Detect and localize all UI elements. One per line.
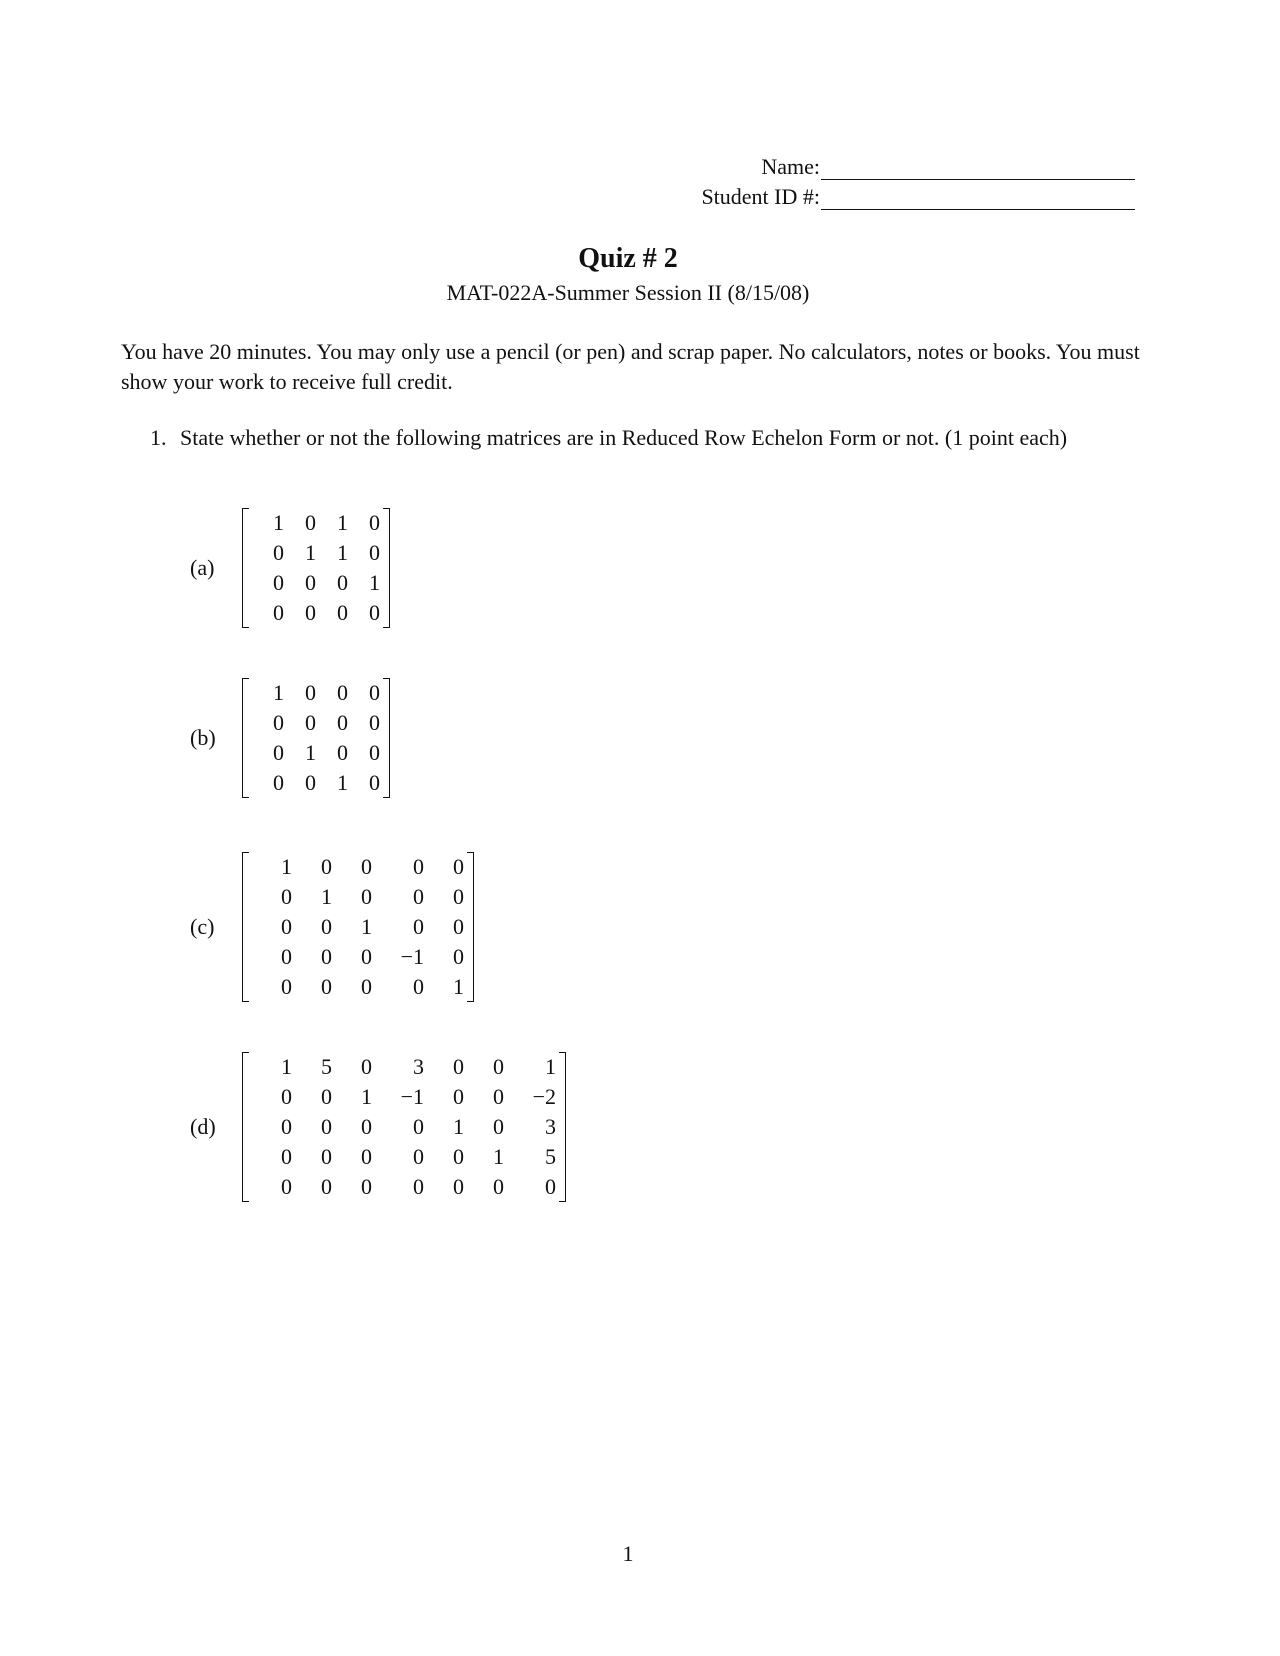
matrix-cell: 0 (281, 884, 292, 909)
part-b (190, 678, 390, 798)
matrix-cell: 0 (281, 1084, 292, 1109)
matrix-cell: 0 (453, 884, 464, 909)
matrix-cell: 0 (321, 1084, 332, 1109)
name-label: Name: (761, 154, 820, 179)
matrix-cell: 0 (413, 884, 424, 909)
matrix-row (252, 1082, 556, 1112)
matrix-cell: 0 (413, 1144, 424, 1169)
matrix-cell: 1 (337, 540, 348, 565)
matrix-cell: 0 (281, 974, 292, 999)
matrix-cell: −1 (400, 944, 424, 969)
matrix-cell: 3 (545, 1114, 556, 1139)
part-label: (a) (190, 555, 215, 580)
matrix-cell: 0 (493, 1174, 504, 1199)
matrix-cell: 0 (453, 1084, 464, 1109)
matrix-cell: 0 (281, 1144, 292, 1169)
matrix-cell: 0 (369, 510, 380, 535)
matrix-cell: 0 (361, 1054, 372, 1079)
matrix-cell: 1 (337, 510, 348, 535)
matrix-d (242, 1052, 566, 1202)
matrix-row (252, 598, 380, 628)
matrix-row (252, 852, 464, 882)
matrix-cell: 0 (281, 1114, 292, 1139)
matrix-cell: 0 (321, 1114, 332, 1139)
matrix-cell: 0 (337, 600, 348, 625)
matrix-cell: 5 (545, 1144, 556, 1169)
matrix-row (252, 912, 464, 942)
matrix-row (252, 1172, 556, 1202)
matrix-cell: 0 (305, 770, 316, 795)
matrix-row (252, 1112, 556, 1142)
part-d (190, 1052, 566, 1202)
matrix-cell: 0 (337, 740, 348, 765)
name-blank-line (821, 159, 1135, 180)
matrix-row (252, 768, 380, 798)
matrix-cell: 0 (321, 944, 332, 969)
matrix-cell: 0 (305, 600, 316, 625)
quiz-title: Quiz # 2 (578, 243, 678, 274)
matrix-row (252, 942, 464, 972)
matrix-cell: 0 (493, 1084, 504, 1109)
matrix-cell: 0 (337, 570, 348, 595)
matrix-cell: 0 (305, 570, 316, 595)
matrix-cell: 0 (413, 1114, 424, 1139)
matrix-cell: −2 (532, 1084, 556, 1109)
matrix-row (252, 1052, 556, 1082)
matrix-cell: 0 (273, 770, 284, 795)
matrix-cell: 0 (369, 680, 380, 705)
matrix-cell: −1 (400, 1084, 424, 1109)
name-field-row (761, 154, 1135, 180)
matrix-cell: 0 (453, 1174, 464, 1199)
matrix-cell: 0 (305, 680, 316, 705)
matrix-cell: 0 (281, 944, 292, 969)
matrix-cell: 1 (361, 914, 372, 939)
course-subtitle: MAT-022A-Summer Session II (8/15/08) (446, 280, 810, 305)
matrix-cell: 1 (369, 570, 380, 595)
matrix-cell: 1 (281, 854, 292, 879)
matrix-cell: 0 (273, 740, 284, 765)
matrix-row (252, 538, 380, 568)
matrix-cell: 0 (453, 1144, 464, 1169)
part-a (190, 508, 390, 628)
matrix-cell: 0 (321, 914, 332, 939)
matrix-cell: 0 (369, 770, 380, 795)
matrix-cell: 1 (305, 740, 316, 765)
matrix-row (252, 508, 380, 538)
matrix-row (252, 738, 380, 768)
matrix-cell: 0 (361, 944, 372, 969)
matrix-cell: 0 (545, 1174, 556, 1199)
matrix-cell: 0 (273, 600, 284, 625)
matrix-cell: 0 (413, 914, 424, 939)
part-label: (d) (190, 1114, 216, 1139)
part-c (190, 852, 474, 1002)
matrix-a (242, 508, 390, 628)
matrix-row (252, 708, 380, 738)
matrix-cell: 0 (413, 974, 424, 999)
matrix-cell: 1 (305, 540, 316, 565)
part-label: (b) (190, 725, 216, 750)
matrix-cell: 0 (413, 854, 424, 879)
matrix-cell: 0 (305, 710, 316, 735)
matrix-cell: 1 (453, 1114, 464, 1139)
matrix-cell: 1 (281, 1054, 292, 1079)
matrix-cell: 1 (273, 680, 284, 705)
matrix-cell: 1 (361, 1084, 372, 1109)
matrix-cell: 0 (273, 540, 284, 565)
matrix-cell: 0 (321, 854, 332, 879)
matrix-row (252, 972, 464, 1002)
matrix-cell: 0 (273, 710, 284, 735)
matrix-cell: 0 (413, 1174, 424, 1199)
instructions: You have 20 minutes. You may only use a pencil (or pen) and scrap paper. No calculators, notes or books. You must show your work to receive full credit. (121, 339, 1140, 394)
matrix-cell: 0 (337, 680, 348, 705)
matrix-cell: 0 (369, 740, 380, 765)
matrix-cell: 0 (493, 1054, 504, 1079)
part-label: (c) (190, 914, 215, 939)
matrix-cell: 0 (453, 1054, 464, 1079)
matrix-row (252, 882, 464, 912)
matrix-row (252, 1142, 556, 1172)
matrix-cell: 1 (453, 974, 464, 999)
matrix-cell: 0 (493, 1114, 504, 1139)
matrix-row (252, 568, 380, 598)
matrix-c (242, 852, 474, 1002)
matrix-cell: 0 (361, 1174, 372, 1199)
matrix-cell: 1 (337, 770, 348, 795)
student-id-blank-line (821, 189, 1135, 210)
student-id-label: Student ID #: (701, 184, 820, 209)
matrix-cell: 0 (321, 1144, 332, 1169)
question-text: State whether or not the following matrices are in Reduced Row Echelon Form or not. (1 point each) (180, 425, 1068, 450)
matrix-cell: 1 (545, 1054, 556, 1079)
matrix-cell: 1 (273, 510, 284, 535)
matrix-b (242, 678, 390, 798)
matrix-cell: 0 (369, 540, 380, 565)
matrix-cell: 0 (453, 854, 464, 879)
matrix-cell: 0 (361, 884, 372, 909)
page-number: 1 (622, 1541, 634, 1566)
question-1 (150, 423, 1150, 453)
matrix-cell: 1 (493, 1144, 504, 1169)
matrix-cell: 0 (361, 1144, 372, 1169)
student-id-field-row (701, 184, 1135, 210)
matrix-cell: 0 (361, 974, 372, 999)
matrix-cell: 0 (361, 854, 372, 879)
matrix-cell: 5 (321, 1054, 332, 1079)
matrix-cell: 0 (453, 944, 464, 969)
matrix-cell: 3 (413, 1054, 424, 1079)
matrix-cell: 0 (453, 914, 464, 939)
matrix-cell: 0 (321, 1174, 332, 1199)
question-number: 1. (150, 425, 167, 450)
matrix-cell: 0 (337, 710, 348, 735)
matrix-cell: 0 (369, 710, 380, 735)
matrix-cell: 0 (281, 914, 292, 939)
matrix-cell: 0 (321, 974, 332, 999)
matrix-cell: 0 (369, 600, 380, 625)
matrix-cell: 0 (281, 1174, 292, 1199)
matrix-cell: 0 (305, 510, 316, 535)
matrix-row (252, 678, 380, 708)
matrix-cell: 1 (321, 884, 332, 909)
matrix-cell: 0 (273, 570, 284, 595)
matrix-cell: 0 (361, 1114, 372, 1139)
